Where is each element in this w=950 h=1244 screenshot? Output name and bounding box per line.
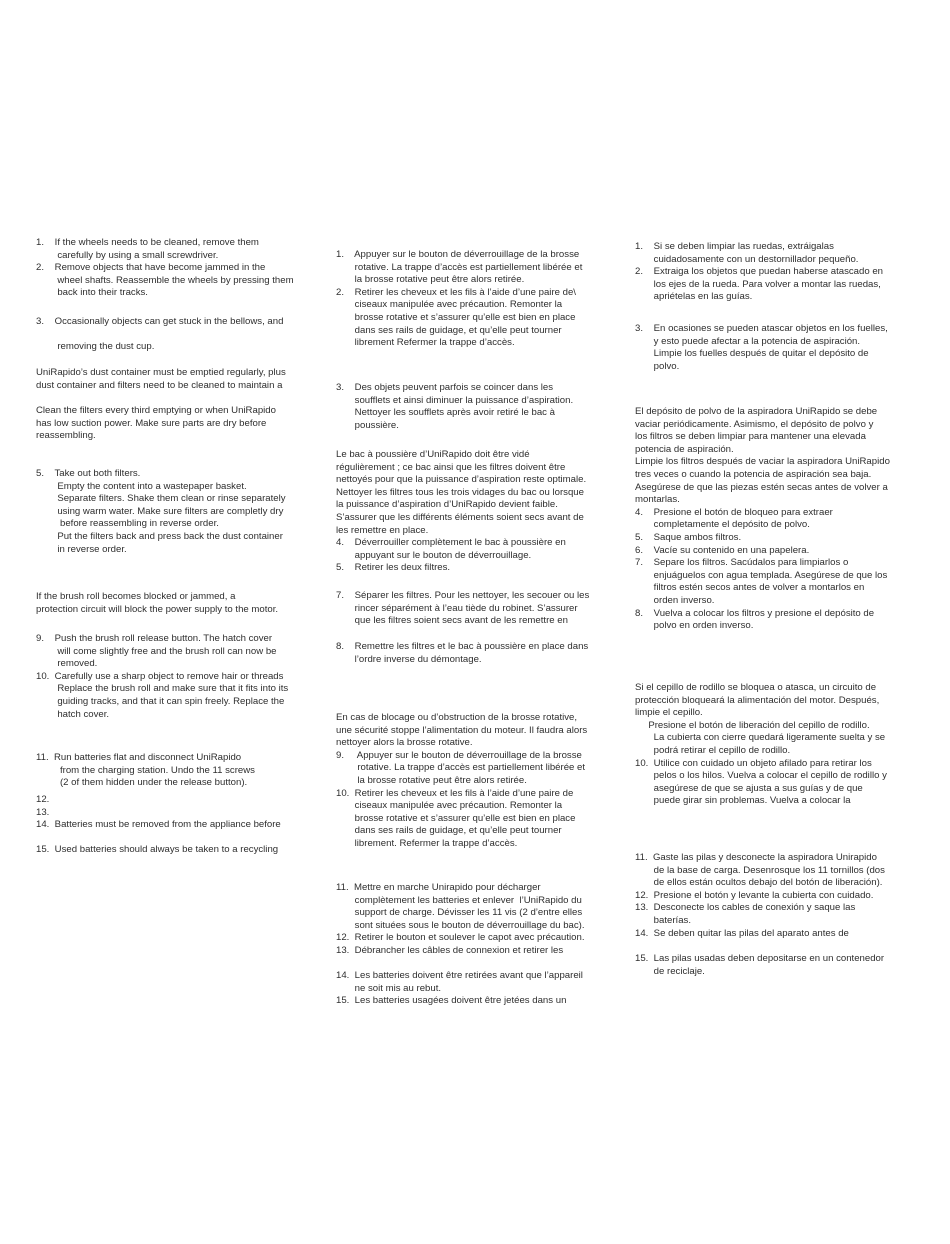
french-brush-roll-section: En cas de blocage ou d’obstruction de la brosse rotative, une sécurité stoppe l’alimentation du moteur. Il faudra alors nettoyer alors la brosse rotative. 9. Appuyer sur le bouton de déverrouillage de la brosse rotative. La trappe d’accès est partiellement libérée et la brosse rotative peut être alors retirée. 10. Retirer les cheveux et les fils à l’aide d’une paire de ciseaux manipulée avec précaution. Remonter la brosse rotative et s’assurer qu’elle est bien en place dans ses rails de guidage, et qu’elle peut tourner librement. Refermer la trappe d’accès. [336, 712, 588, 849]
french-dust-container-paragraph: Le bac à poussière d’UniRapido doit être vidé régulièrement ; ce bac ainsi que les filtres doivent être nettoyés pour que la puissance d’aspiration reste optimale. Nettoyer les filtres tous les trois vidages du bac ou lorsque la puissance d’aspiration d’UniRapido devient faible. S’assurer que les différents éléments soient secs avant de les remettre en place. 4. Déverrouiller complètement le bac à poussière en appuyant sur le bouton de déverrouillage. 5. Retirer les deux filtres. [336, 449, 587, 574]
english-battery-step-15: 15. Used batteries should always be taken to a recycling [36, 844, 279, 855]
french-bellows-step: 3. Des objets peuvent parfois se coincer dans les soufflets et ainsi diminuer la puissance d’aspiration. Nettoyer les soufflets après avoir retiré le bac à poussière. [336, 382, 574, 431]
french-battery-steps: 11. Mettre en marche Unirapido pour décharger complètement les batteries et enlever l’UniRapido du support de charge. Dévisser les 11 vis (2 d’entre elles sont situées sous le bouton de déverrouillage du bac). 12. Retirer le bouton et soulever le capot avec précaution. 13. Débrancher les câbles de connexion et retirer les [336, 882, 585, 956]
spanish-battery-disposal-step: 15. Las pilas usadas deben depositarse en un contenedor de reciclaje. [635, 953, 885, 977]
english-filter-cleaning-paragraph: Clean the filters every third emptying or when UniRapido has low suction power. Make sure parts are dry before reassembling. [36, 405, 276, 442]
spanish-wheels-steps: 1. Si se deben limpiar las ruedas, extráigalas cuidadosamente con un destornillador pequeño. 2. Extraiga los objetos que puedan haberse atascado en los ejes de la rueda. Para volver a montar las ruedas, apriételas en las guías. [635, 241, 884, 303]
spanish-dust-container-section: El depósito de polvo de la aspiradora UniRapido se debe vaciar periódicamente. Asimismo, el depósito de polvo y los filtros se deben limpiar para mantener una elevada potencia de aspiración. Limpie los filtros después de vaciar la aspiradora UniRapido tres veces o cuando la potencia de aspiración sea baja. Asegúrese de que las piezas estén secas antes de volver a montarlas. 4. Presione el botón de bloqueo para extraer completamente el depósito de polvo. 5. Saque ambos filtros. 6. Vacíe su contenido en una papelera. 7. Separe los filtros. Sacúdalos para limpiarlos o enjuáguelos con agua templada. Asegúrese de que los filtros estén secos antes de volver a montarlos en orden inverso. 8. Vuelva a colocar los filtros y presione el depósito de polvo en orden inverso. [635, 406, 890, 632]
english-bellows-continued: removing the dust cup. [36, 341, 155, 352]
english-dust-container-paragraph: UniRapido’s dust container must be emptied regularly, plus dust container and filters need to be cleaned to maintain a [36, 367, 286, 391]
english-wheels-steps: 1. If the wheels needs to be cleaned, remove them carefully by using a small screwdriver. 2. Remove objects that have become jammed in the wheel shafts. Reassemble the wheels by pressing them back into their tracks. [36, 237, 294, 299]
spanish-battery-steps: 11. Gaste las pilas y desconecte la aspiradora Unirapido de la base de carga. Desenrosque los 11 tornillos (dos de ellos están ocultos debajo del botón de liberación). 12. Presione el botón y levante la cubierta con cuidado. 13. Desconecte los cables de conexión y saque las baterías. 14. Se deben quitar las pilas del aparato antes de [635, 852, 885, 939]
english-bellows-step: 3. Occasionally objects can get stuck in the bellows, and [36, 316, 284, 327]
french-reassemble-step: 8. Remettre les filtres et le bac à poussière en place dans l’ordre inverse du démontage. [336, 641, 589, 665]
english-battery-steps-12-14: 12. 13. 14. Batteries must be removed from the appliance before [36, 794, 281, 831]
french-filter-steps: 7. Séparer les filtres. Pour les nettoyer, les secouer ou les rincer séparément à l’eau tiède du robinet. S’assurer que les filtres soient secs avant de les remettre en [336, 590, 590, 627]
english-brush-roll-paragraph: If the brush roll becomes blocked or jammed, a protection circuit will block the power supply to the motor. [36, 591, 279, 615]
spanish-brush-roll-section: Si el cepillo de rodillo se bloquea o atasca, un circuito de protección bloqueará la alimentación del motor. Después, limpie el cepillo. Presione el botón de liberación del cepillo de rodillo. La cubierta con cierre quedará ligeramente suelta y se podrá retirar el cepillo de rodillo. 10. Utilice con cuidado un objeto afilado para retirar los pelos o los hilos. Vuelva a colocar el cepillo de rodillo y asegúrese de que se ajusta a sus guías y de que puede girar sin problemas. Vuelva a colocar la [635, 682, 887, 807]
english-brush-roll-steps: 9. Push the brush roll release button. The hatch cover will come slightly free and the brush roll can now be removed. 10. Carefully use a sharp object to remove hair or threads Replace the brush roll and make sure that it fits into its guiding tracks, and that it can spin freely. Replace the hatch cover. [36, 633, 289, 720]
french-battery-disposal-steps: 14. Les batteries doivent être retirées avant que l’appareil ne soit mis au rebut. 15. Les batteries usagées doivent être jetées dans un [336, 970, 583, 1007]
spanish-bellows-step: 3. En ocasiones se pueden atascar objetos en los fuelles, y esto puede afectar a la potencia de aspiración. Limpie los fuelles después de quitar el depósito de polvo. [635, 323, 888, 372]
english-filter-steps: 5. Take out both filters. Empty the content into a wastepaper basket. Separate filters. Shake them clean or rinse separately using warm water. Make sure filters are completly dry before reassembling in reverse order. Put the filters back and press back the dust container in reverse order. [36, 468, 286, 555]
french-brush-steps: 1. Appuyer sur le bouton de déverrouillage de la brosse rotative. La trappe d’accès est partiellement libérée et la brosse rotative peut être alors retirée. 2. Retirer les cheveux et les fils à l’aide d’une paire de\ ciseaux manipulée avec précaution. Remonter la brosse rotative et s’assurer qu’elle est bien en place dans ses rails de guidage, et qu’elle peut tourner librement Refermer la trappe d’accès. [336, 249, 583, 349]
english-battery-step-11: 11. Run batteries flat and disconnect UniRapido from the charging station. Undo the 11 screws (2 of them hidden under the release button). [36, 752, 255, 789]
